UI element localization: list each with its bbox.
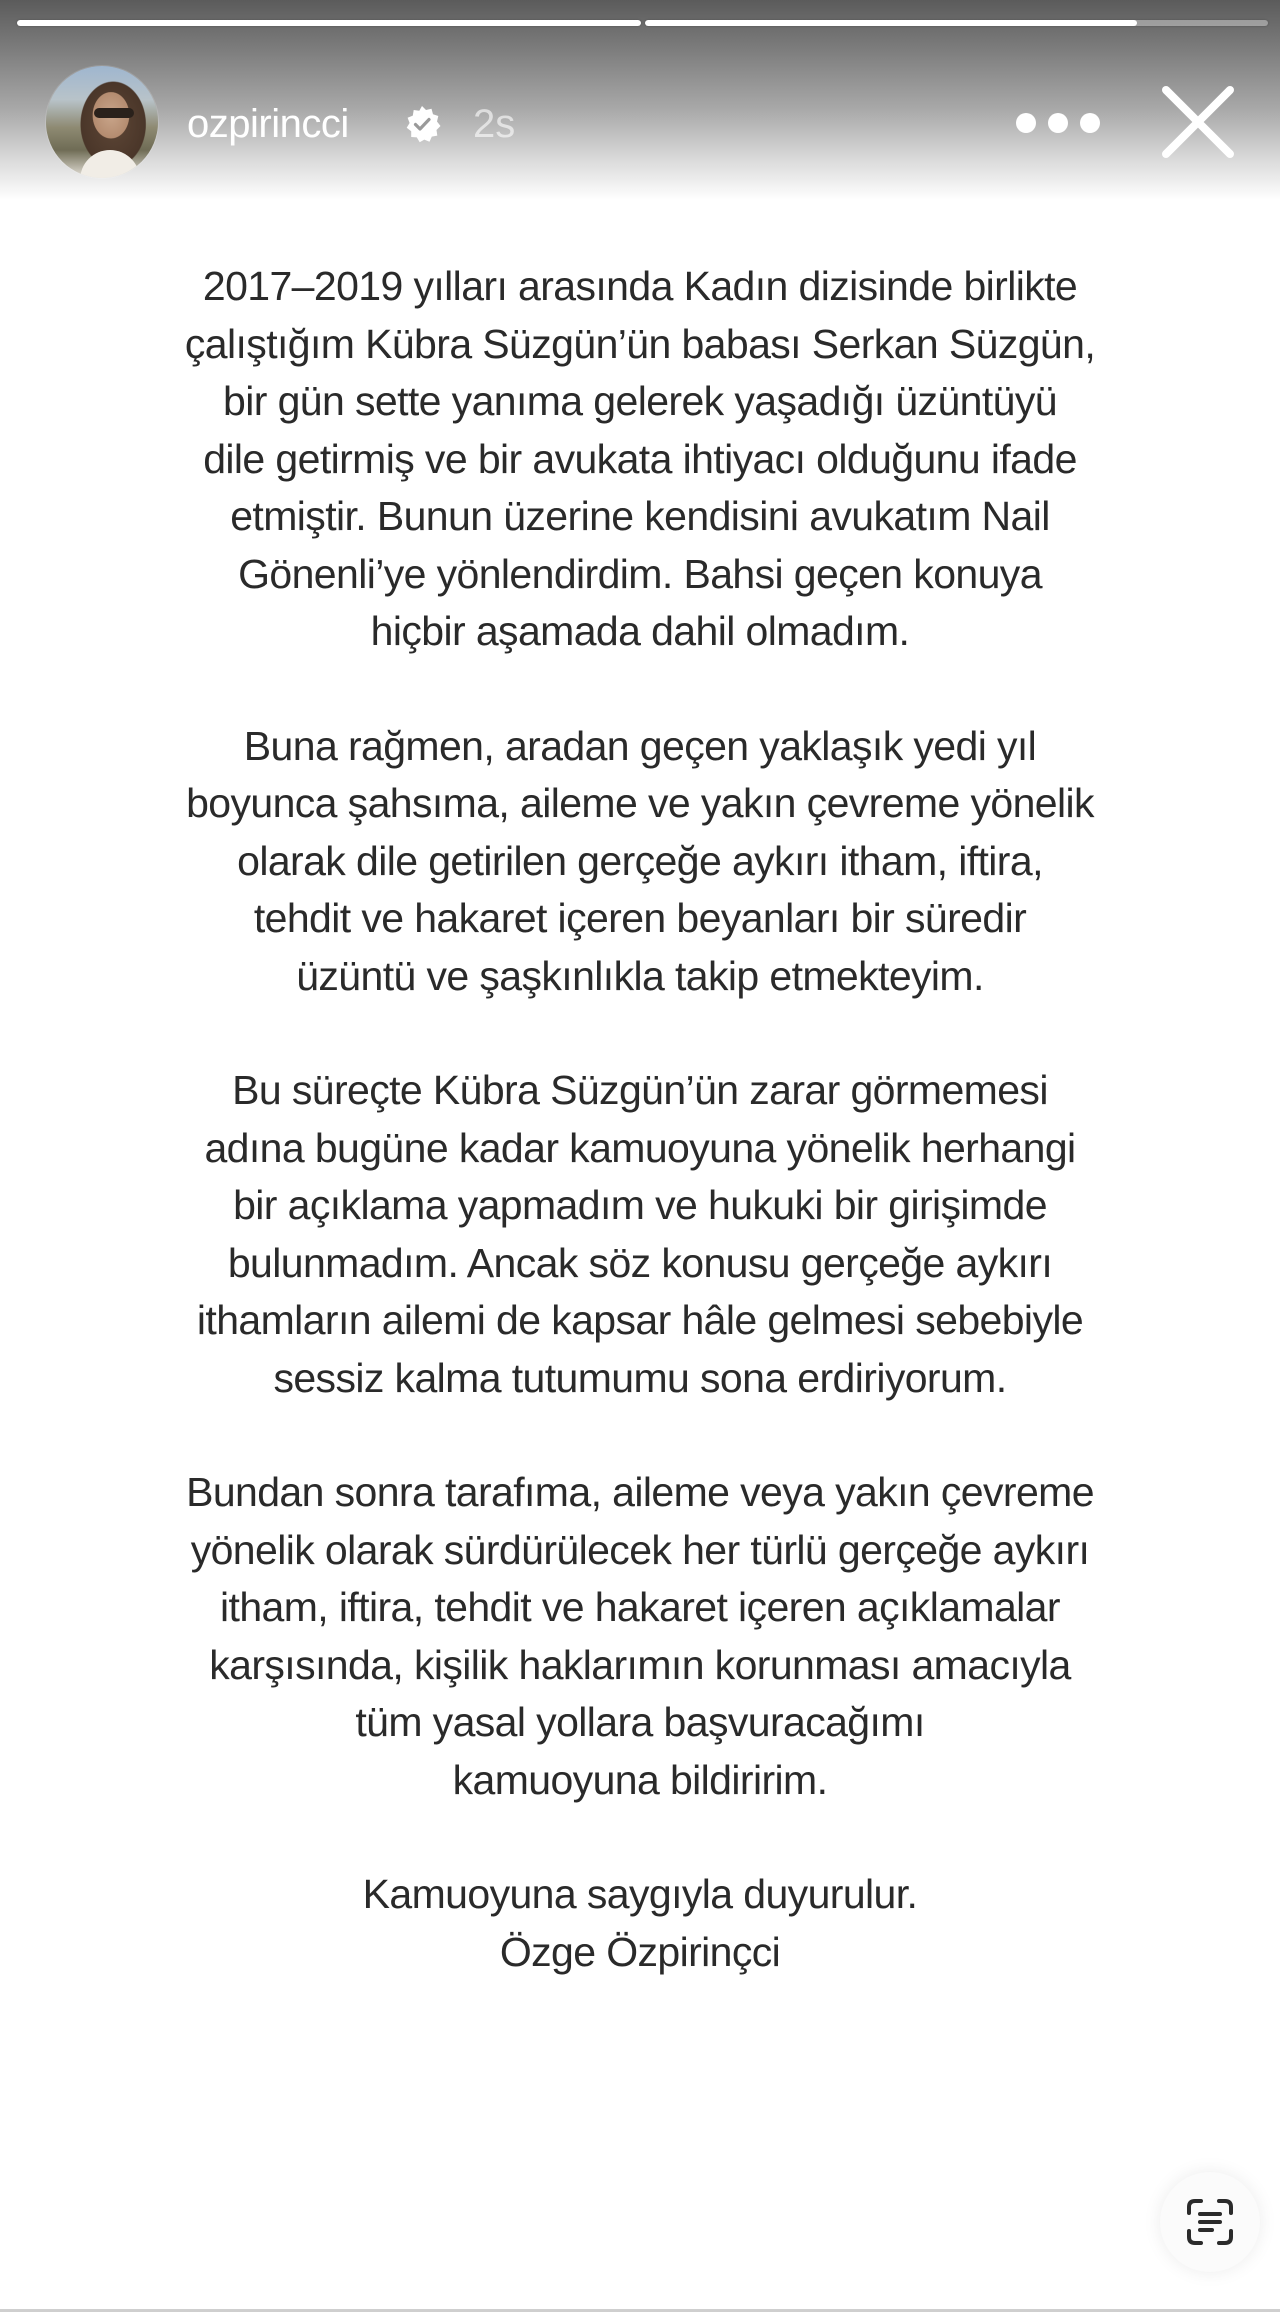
close-button[interactable]	[1158, 82, 1238, 162]
text-line: dile getirmiş ve bir avukata ihtiyacı olduğunu ifade	[203, 435, 1077, 482]
text-line: kamuoyuna bildiririm.	[452, 1756, 828, 1803]
text-line: Bu süreçte Kübra Süzgün’ün zarar görmemesi	[232, 1067, 1048, 1113]
avatar-shirt	[80, 150, 140, 178]
signoff	[60, 1866, 1220, 1981]
statement-text	[60, 258, 1220, 1981]
story-header	[0, 62, 1280, 182]
avatar[interactable]	[46, 66, 158, 178]
text-line: çalıştığım Kübra Süzgün’ün babası Serkan Süzgün,	[184, 320, 1096, 367]
text-line: 2017–2019 yılları arasında Kadın dizisinde birlikte	[202, 263, 1078, 309]
paragraph-4	[60, 1464, 1220, 1809]
progress-segment-2	[645, 20, 1269, 26]
signature: Özge Özpirinçci	[499, 1928, 781, 1975]
more-dot-icon	[1080, 113, 1100, 133]
progress-segment-1	[17, 20, 641, 26]
closing-line: Kamuoyuna saygıyla duyurulur.	[362, 1871, 918, 1917]
paragraph-3	[60, 1062, 1220, 1407]
post-timestamp: 2s	[473, 102, 516, 146]
text-line: sessiz kalma tutumumu sona erdiriyorum.	[273, 1354, 1007, 1401]
text-line: etmiştir. Bunun üzerine kendisini avukatım Nail	[230, 493, 1050, 539]
close-icon	[1158, 82, 1238, 162]
paragraph-2	[60, 718, 1220, 1006]
text-line: ithamların ailemi de kapsar hâle gelmesi sebebiyle	[196, 1297, 1084, 1343]
username[interactable]: ozpirincci	[187, 102, 349, 146]
progress-fill-2	[645, 20, 1138, 26]
text-line: bir gün sette yanıma gelerek yaşadığı üzüntüyü	[223, 378, 1057, 424]
live-text-button[interactable]	[1160, 2172, 1260, 2272]
text-line: Buna rağmen, aradan geçen yaklaşık yedi yıl	[243, 722, 1037, 769]
text-line: hiçbir aşamada dahil olmadım.	[370, 608, 910, 654]
text-line: bir açıklama yapmadım ve hukuki bir girişimde	[233, 1182, 1047, 1228]
text-line: tüm yasal yollara başvuracağımı	[355, 1699, 925, 1745]
text-line: itham, iftira, tehdit ve hakaret içeren açıklamalar	[220, 1584, 1060, 1630]
progress-fill-1	[17, 20, 641, 26]
more-dot-icon	[1016, 113, 1036, 133]
text-line: yönelik olarak sürdürülecek her türlü gerçeğe aykırı	[190, 1526, 1090, 1573]
text-line: bulunmadım. Ancak söz konusu gerçeğe aykırı	[227, 1239, 1053, 1286]
more-options-button[interactable]	[1016, 106, 1100, 140]
more-dot-icon	[1048, 113, 1068, 133]
text-line: boyunca şahsıma, aileme ve yakın çevreme yönelik	[186, 780, 1094, 826]
text-line: olarak dile getirilen gerçeğe aykırı itham, iftira,	[237, 837, 1043, 884]
avatar-glasses	[94, 108, 134, 118]
live-text-scan-icon	[1184, 2196, 1236, 2248]
paragraph-1	[60, 258, 1220, 661]
text-line: Bundan sonra tarafıma, aileme veya yakın çevreme	[186, 1469, 1094, 1515]
text-line: Gönenli’ye yönlendirdim. Bahsi geçen konuya	[238, 550, 1042, 597]
text-line: adına bugüne kadar kamuoyuna yönelik herhangi	[204, 1124, 1076, 1171]
text-line: tehdit ve hakaret içeren beyanları bir süredir	[253, 895, 1027, 941]
text-line: üzüntü ve şaşkınlıkla takip etmekteyim.	[296, 952, 984, 999]
story-progress-bar	[17, 20, 1268, 26]
verified-badge-icon	[402, 104, 442, 144]
text-line: karşısında, kişilik haklarımın korunması amacıyla	[209, 1641, 1071, 1688]
